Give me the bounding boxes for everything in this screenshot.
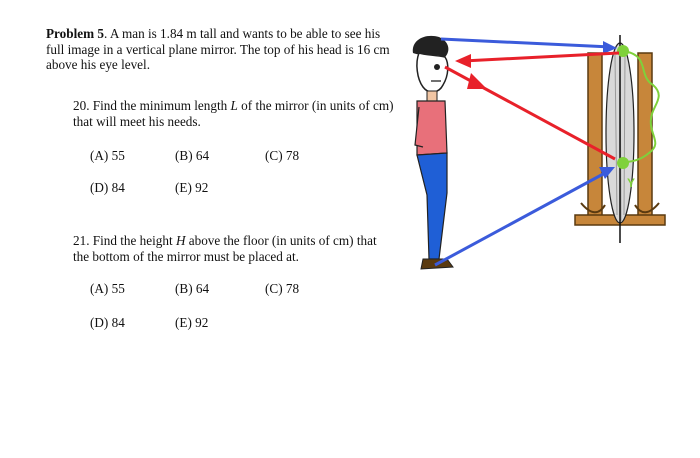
man-figure xyxy=(413,36,453,269)
question-number: 21. xyxy=(73,233,90,248)
question-21 xyxy=(73,233,395,264)
question-text-a: Find the height xyxy=(92,233,173,248)
q21-choice-e[interactable]: (E) 92 xyxy=(175,315,209,330)
q21-choice-c[interactable]: (C) 78 xyxy=(265,281,300,296)
q21-choice-d[interactable]: (D) 84 xyxy=(90,315,125,330)
variable-H: H xyxy=(175,233,186,248)
mirror-glass xyxy=(606,35,634,243)
question-number: 20. xyxy=(73,98,90,113)
problem-label: Problem 5 xyxy=(46,26,104,41)
mirror-top-point xyxy=(617,45,629,57)
q21-choice-b[interactable]: (B) 64 xyxy=(175,281,210,296)
question-text-b: above the floor (in units of cm) that the bottom of the mirror must be placed at. xyxy=(73,233,377,264)
q20-choice-b[interactable]: (B) 64 xyxy=(175,148,210,163)
question-text-a: Find the minimum length xyxy=(92,98,228,113)
problem-text: . A man is 1.84 m tall and wants to be able to see his full image in a vertical plane mirror. The top of his head is 16 cm above his eye level. xyxy=(46,26,390,72)
mirror-bottom-point xyxy=(617,157,629,169)
problem-statement xyxy=(46,26,396,73)
q20-choice-d[interactable]: (D) 84 xyxy=(90,180,125,195)
question-text-b: of the mirror (in units of cm) that will meet his needs. xyxy=(73,98,394,129)
q21-choice-a[interactable]: (A) 55 xyxy=(90,281,125,296)
label-y: Y xyxy=(627,176,636,190)
q20-choice-c[interactable]: (C) 78 xyxy=(265,148,300,163)
q20-choice-a[interactable]: (A) 55 xyxy=(90,148,125,163)
variable-L: L xyxy=(230,98,238,113)
question-20 xyxy=(73,98,395,129)
mirror-figure xyxy=(405,15,680,275)
q20-choice-e[interactable]: (E) 92 xyxy=(175,180,209,195)
